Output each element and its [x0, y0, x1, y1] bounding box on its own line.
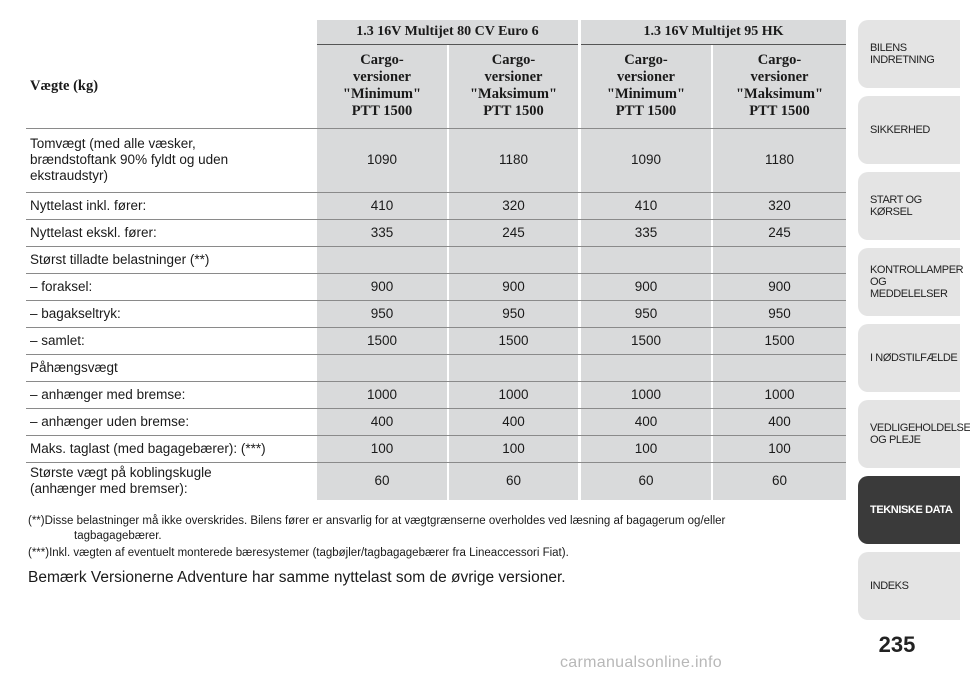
row-label	[26, 354, 316, 381]
version-header-line: PTT 1500	[615, 103, 677, 119]
chapter-tab-label: VEDLIGEHOLDELSE	[870, 422, 970, 434]
chapter-tab-label: OG PLEJE	[870, 434, 921, 446]
value-cell	[449, 354, 578, 381]
version-header-line: PTT 1500	[483, 103, 544, 119]
row-label-line: brændstoftank 90% fyldt og uden	[30, 152, 229, 167]
value-cell: 60	[581, 462, 711, 500]
row-label	[26, 381, 316, 408]
weights-label-header: Vægte (kg)	[30, 77, 99, 94]
chapter-tab[interactable]	[858, 248, 964, 316]
version-header-line: PTT 1500	[749, 103, 810, 119]
chapter-tab-label: KONTROLLAMPER	[870, 264, 964, 276]
value-cell: 100	[317, 435, 447, 462]
weights-table	[26, 20, 846, 500]
row-label-line: – foraksel:	[30, 278, 93, 294]
value-cell: 400	[713, 408, 846, 435]
value-cell: 1000	[713, 381, 846, 408]
row-label-line: ekstraudstyr)	[30, 168, 109, 183]
row-label	[26, 462, 316, 500]
value-cell: 1500	[317, 327, 447, 354]
value-cell: 1000	[581, 381, 711, 408]
value-cell	[317, 354, 447, 381]
row-label	[26, 192, 316, 219]
value-cell: 1000	[317, 381, 447, 408]
value-cell: 1500	[581, 327, 711, 354]
value-cell: 400	[581, 408, 711, 435]
version-header-row	[26, 44, 846, 128]
value-cell: 950	[317, 300, 447, 327]
version-header-line: PTT 1500	[351, 103, 413, 119]
value-cell: 335	[581, 219, 711, 246]
row-label	[26, 435, 316, 462]
chapter-tab[interactable]	[858, 20, 960, 88]
engine-header: 1.3 16V Multijet 80 CV Euro 6	[317, 20, 578, 44]
table-row	[26, 354, 846, 381]
value-cell: 950	[449, 300, 578, 327]
value-cell: 60	[317, 462, 447, 500]
chapter-tab-label: SIKKERHED	[870, 124, 930, 136]
value-cell: 60	[713, 462, 846, 500]
row-label-line: Nyttelast inkl. fører:	[30, 197, 147, 213]
engine-header: 1.3 16V Multijet 95 HK	[581, 20, 846, 44]
version-header-line: versioner	[750, 69, 809, 85]
value-cell: 1500	[713, 327, 846, 354]
value-cell: 335	[317, 219, 447, 246]
row-label-line: Tomvægt (med alle væsker,	[30, 136, 196, 151]
value-cell	[317, 246, 447, 273]
chapter-tab-label: OG MEDDELELSER	[870, 276, 948, 300]
value-cell: 900	[317, 273, 447, 300]
row-label-line: Maks. taglast (med bagagebærer): (***)	[30, 440, 266, 456]
value-cell: 245	[713, 219, 846, 246]
page-number: 235	[878, 632, 916, 657]
table-row	[26, 219, 846, 246]
value-cell: 100	[713, 435, 846, 462]
table-row	[26, 408, 846, 435]
value-cell	[713, 246, 846, 273]
chapter-tab-label: START OG KØRSEL	[870, 194, 922, 218]
row-label	[26, 128, 316, 192]
value-cell: 1000	[449, 381, 578, 408]
value-cell	[449, 246, 578, 273]
value-cell	[581, 354, 711, 381]
chapter-tab-label: I NØDSTILFÆLDE	[870, 352, 958, 364]
value-cell: 410	[317, 192, 447, 219]
value-cell: 1180	[449, 128, 578, 192]
row-label-line: Påhængsvægt	[30, 359, 118, 375]
row-label-line: – anhænger med bremse:	[30, 386, 186, 402]
chapter-tab-label: BILENS INDRETNING	[870, 42, 935, 66]
row-label	[26, 219, 316, 246]
row-label-line: – bagakseltryk:	[30, 305, 121, 321]
version-header-line: versioner	[484, 69, 543, 85]
remark-text: Bemærk Versionerne Adventure har samme nyttelast som de øvrige versioner.	[28, 569, 566, 586]
row-label-line: – samlet:	[30, 332, 85, 348]
row-label-line: – anhænger uden bremse:	[30, 413, 190, 429]
version-header-line: Cargo-	[360, 52, 404, 68]
chapter-tab[interactable]	[858, 172, 960, 240]
table-row	[26, 327, 846, 354]
version-header-line: Cargo-	[757, 52, 802, 68]
row-label-line: (anhænger med bremser):	[30, 481, 188, 497]
value-cell: 950	[713, 300, 846, 327]
version-header-line: "Minimum"	[606, 86, 686, 102]
table-row	[26, 435, 846, 462]
footnote-1: (**)Disse belastninger må ikke overskrides. Bilens fører er ansvarlig for at vægtgrænserne overholdes ved læsning af bagagerum og/eller tagbagagebærer.	[28, 515, 726, 542]
row-label-line: Nyttelast ekskl. fører:	[30, 224, 157, 240]
value-cell: 1090	[317, 128, 447, 192]
row-label	[26, 327, 316, 354]
version-header	[317, 44, 447, 128]
chapter-tab-label: TEKNISKE DATA	[870, 504, 953, 516]
value-cell: 1090	[581, 128, 711, 192]
chapter-tab[interactable]	[858, 476, 960, 544]
table-row	[26, 128, 846, 192]
table-row	[26, 381, 846, 408]
value-cell: 320	[713, 192, 846, 219]
version-header-line: "Maksimum"	[736, 86, 823, 102]
version-header-line: "Maksimum"	[470, 86, 557, 102]
version-header-line: Cargo-	[624, 52, 668, 68]
chapter-tab[interactable]	[858, 324, 960, 392]
table-row	[26, 273, 846, 300]
corner-cell	[26, 20, 316, 44]
chapter-tab[interactable]	[858, 552, 960, 620]
row-label	[26, 408, 316, 435]
value-cell: 950	[581, 300, 711, 327]
chapter-tabs	[858, 20, 970, 628]
chapter-tab[interactable]	[858, 96, 960, 164]
version-header	[713, 44, 846, 128]
row-label-line: Størst tilladte belastninger (**)	[30, 251, 210, 267]
version-header-line: "Minimum"	[342, 86, 422, 102]
value-cell: 245	[449, 219, 578, 246]
chapter-tab-label: INDEKS	[870, 580, 909, 592]
value-cell: 900	[713, 273, 846, 300]
watermark: carmanualsonline.info	[560, 654, 722, 671]
value-cell: 1500	[449, 327, 578, 354]
value-cell: 100	[449, 435, 578, 462]
version-header-line: versioner	[353, 69, 411, 85]
version-header	[581, 44, 711, 128]
row-label	[26, 273, 316, 300]
row-label	[26, 246, 316, 273]
version-header-line: Cargo-	[491, 52, 536, 68]
row-label	[26, 300, 316, 327]
value-cell	[713, 354, 846, 381]
value-cell: 1180	[713, 128, 846, 192]
value-cell: 320	[449, 192, 578, 219]
table-row	[26, 192, 846, 219]
value-cell: 100	[581, 435, 711, 462]
value-cell: 60	[449, 462, 578, 500]
engine-header-row	[26, 20, 846, 44]
version-header-line: versioner	[617, 69, 675, 85]
table-row	[26, 462, 846, 500]
value-cell	[581, 246, 711, 273]
value-cell: 900	[581, 273, 711, 300]
table-row	[26, 246, 846, 273]
table-row	[26, 300, 846, 327]
row-label-line: Største vægt på koblingskugle	[30, 465, 212, 481]
chapter-tab[interactable]	[858, 400, 970, 468]
value-cell: 900	[449, 273, 578, 300]
footnote-2: (***)Inkl. vægten af eventuelt monterede bæresystemer (tagbøjler/tagbagagebærer fra Lineaccessori Fiat).	[28, 547, 569, 559]
value-cell: 400	[449, 408, 578, 435]
value-cell: 400	[317, 408, 447, 435]
value-cell: 410	[581, 192, 711, 219]
version-header	[449, 44, 578, 128]
